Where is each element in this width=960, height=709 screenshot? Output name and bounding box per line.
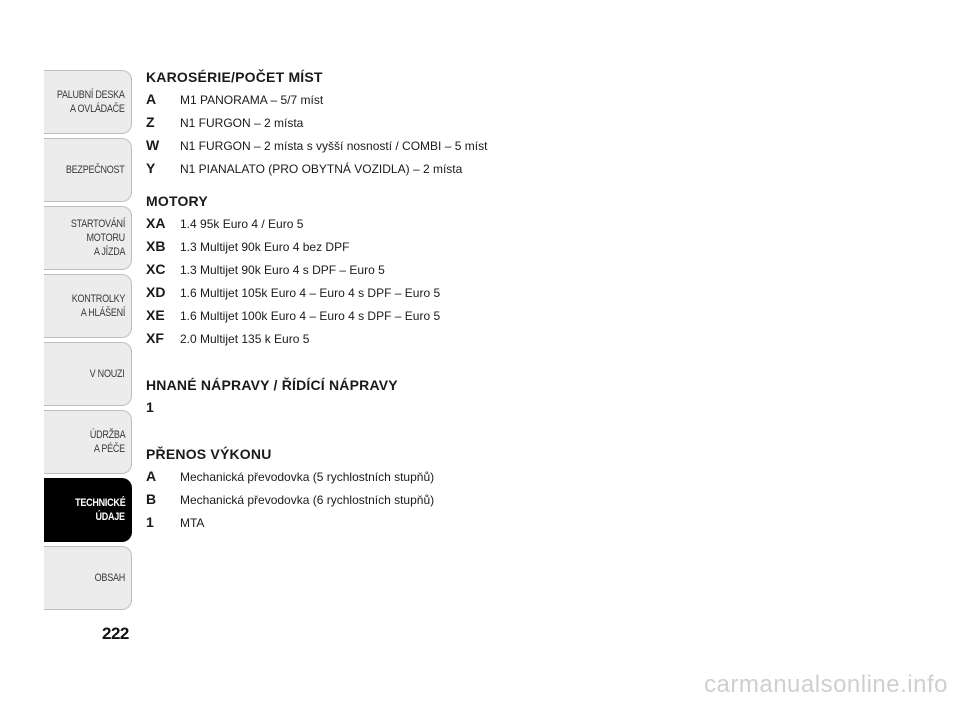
tab-palubni-deska[interactable] <box>44 70 132 134</box>
item-desc: N1 FURGON – 2 místa s vyšší nosností / COMBI – 5 míst <box>180 139 488 153</box>
tab-label: A PÉČE <box>93 443 125 455</box>
section-title: PŘENOS VÝKONU <box>146 446 272 462</box>
list-item <box>146 465 846 488</box>
list-item <box>146 396 846 419</box>
list-item <box>146 511 846 534</box>
item-code: 1 <box>146 399 154 415</box>
list-item <box>146 304 846 327</box>
tab-label: MOTORU <box>86 232 125 244</box>
tab-label: ÚDAJE <box>95 511 125 523</box>
main-content <box>146 66 846 534</box>
list-item <box>146 157 846 180</box>
list-item <box>146 235 846 258</box>
section-napravy <box>146 374 846 419</box>
tab-label: PALUBNÍ DESKA <box>57 89 125 101</box>
item-desc: Mechanická převodovka (5 rychlostních stupňů) <box>180 470 435 484</box>
section-prenos <box>146 443 846 534</box>
item-code: XF <box>146 330 164 346</box>
item-code: Y <box>146 160 156 176</box>
list-item <box>146 134 846 157</box>
list-item <box>146 327 846 350</box>
tab-label: V NOUZI <box>90 368 125 380</box>
item-code: XB <box>146 238 166 254</box>
section-title: KAROSÉRIE/POČET MÍST <box>146 69 323 85</box>
tab-label: STARTOVÁNÍ <box>70 218 125 230</box>
item-desc: 1.3 Multijet 90k Euro 4 bez DPF <box>180 240 350 254</box>
list-item <box>146 281 846 304</box>
tab-label: A HLÁŠENÍ <box>80 307 125 319</box>
list-item <box>146 111 846 134</box>
item-code: W <box>146 137 160 153</box>
item-code: XC <box>146 261 166 277</box>
item-desc: MTA <box>180 516 205 530</box>
tab-udrzba[interactable] <box>44 410 132 474</box>
tab-bezpecnost[interactable] <box>44 138 132 202</box>
tab-startovani[interactable] <box>44 206 132 270</box>
tab-obsah[interactable] <box>44 546 132 610</box>
item-code: XA <box>146 215 166 231</box>
tab-v-nouzi[interactable] <box>44 342 132 406</box>
item-desc: M1 PANORAMA – 5/7 míst <box>180 93 324 107</box>
list-item <box>146 258 846 281</box>
tab-label: KONTROLKY <box>71 293 125 305</box>
item-code: XE <box>146 307 165 323</box>
tab-label: A OVLÁDAČE <box>70 103 125 115</box>
list-item <box>146 488 846 511</box>
tab-label: TECHNICKÉ <box>74 497 125 509</box>
item-code: Z <box>146 114 155 130</box>
section-karoserie <box>146 66 846 180</box>
section-title: HNANÉ NÁPRAVY / ŘÍDÍCÍ NÁPRAVY <box>146 377 398 393</box>
watermark: carmanualsonline.info <box>704 671 948 698</box>
item-code: 1 <box>146 514 154 530</box>
section-title: MOTORY <box>146 193 208 209</box>
item-desc: 1.6 Multijet 100k Euro 4 – Euro 4 s DPF – Euro 5 <box>180 309 441 323</box>
item-desc: N1 FURGON – 2 místa <box>180 116 304 130</box>
item-code: B <box>146 491 157 507</box>
tab-label: BEZPEČNOST <box>66 164 125 176</box>
tab-label: OBSAH <box>94 572 125 584</box>
item-desc: 1.3 Multijet 90k Euro 4 s DPF – Euro 5 <box>180 263 385 277</box>
item-desc: 1.4 95k Euro 4 / Euro 5 <box>180 217 304 231</box>
list-item <box>146 212 846 235</box>
item-code: A <box>146 468 157 484</box>
page-number: 222 <box>102 624 129 643</box>
item-code: XD <box>146 284 166 300</box>
section-motory <box>146 190 846 350</box>
item-code: A <box>146 91 157 107</box>
item-desc: 2.0 Multijet 135 k Euro 5 <box>180 332 310 346</box>
item-desc: 1.6 Multijet 105k Euro 4 – Euro 4 s DPF – Euro 5 <box>180 286 441 300</box>
item-desc: Mechanická převodovka (6 rychlostních stupňů) <box>180 493 435 507</box>
tab-label: ÚDRŽBA <box>89 429 125 441</box>
list-item <box>146 88 846 111</box>
item-desc: N1 PIANALATO (PRO OBYTNÁ VOZIDLA) – 2 místa <box>180 162 463 176</box>
tab-kontrolky[interactable] <box>44 274 132 338</box>
tab-label: A JÍZDA <box>93 246 125 258</box>
tab-technicke-udaje[interactable] <box>44 478 132 542</box>
